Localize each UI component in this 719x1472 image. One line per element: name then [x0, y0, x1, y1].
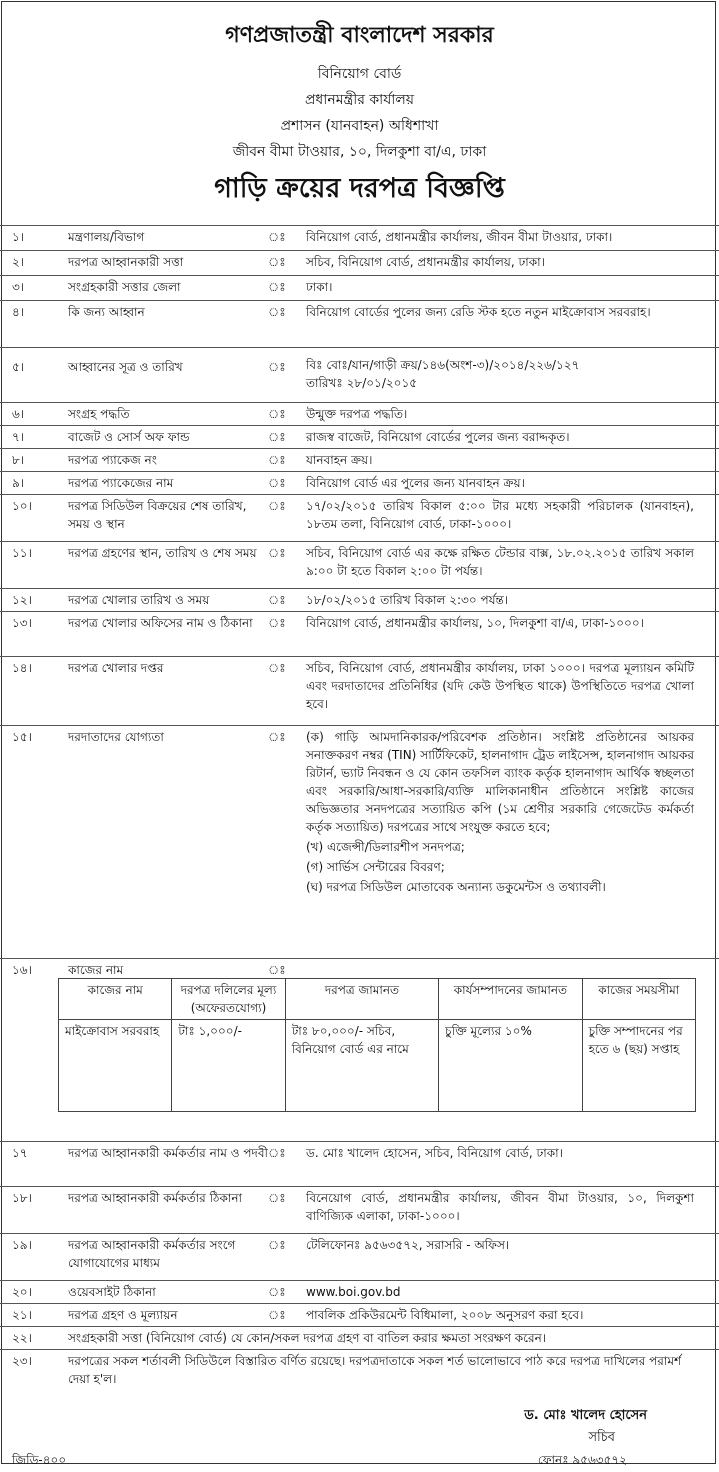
- row-label: দরপত্র গ্রহণ ও মূল্যায়ন: [68, 1308, 178, 1322]
- row-value: পাবলিক প্রকিউরমেন্ট বিধিমালা, ২০০৮ অনুসরণ করা হবে।: [306, 1308, 584, 1322]
- note-row: [0, 1327, 719, 1350]
- detail-row: [0, 276, 719, 301]
- row-label: দরপত্র প্যাকেজ নং: [68, 453, 157, 467]
- row-label: দরপত্র খোলার দপ্তর: [68, 661, 164, 675]
- table-header: দরপত্র জামানত: [285, 979, 438, 1020]
- detail-row: [0, 449, 719, 472]
- row-label: দরপত্র আহ্বানকারী কর্মকর্তার ঠিকানা: [68, 1191, 242, 1205]
- row-number: ৩।: [12, 280, 25, 294]
- row-number: ১৫।: [12, 730, 32, 744]
- row-colon: ঃ: [268, 546, 286, 560]
- row-label: দরপত্র আহ্বানকারী কর্মকর্তার সংগে যোগাযোগের মাধ্যম: [68, 1238, 236, 1270]
- notice-title: গাড়ি ক্রয়ের দরপত্র বিজ্ঞপ্তি: [214, 173, 505, 204]
- row-colon: ঃ: [268, 305, 286, 319]
- row-number: ১২।: [12, 593, 32, 607]
- qualification-item: (ঘ) দরপত্র সিডিউল মোতাবেক অন্যান্য ডকুমেন্টস ও তথ্যাবলী।: [306, 880, 606, 894]
- detail-row: [0, 1281, 719, 1304]
- row-value: ড. মোঃ খালেদ হোসেন, সচিব, বিনিয়োগ বোর্ড, ঢাকা।: [306, 1146, 563, 1160]
- row-number: ২।: [12, 255, 25, 269]
- row-number: ১৮।: [12, 1191, 32, 1205]
- reference-number: বিঃ বোঃ/যান/গাড়ী ক্রয়/১৪৬(অংশ-৩)/২০১৪/২২৬/১২৭: [306, 358, 580, 372]
- row-colon: ঃ: [268, 360, 286, 374]
- row-colon: ঃ: [268, 593, 286, 607]
- note-text: দরপত্রের সকল শর্তাবলী সিডিউলে বিস্তারিত বর্ণিত রয়েছে। দরপত্রদাতাকে সকল শর্ত ভালোভাবে পাঠ করে দরপত্র দাখিলের পরামর্শ দেয়া হ'ল।: [68, 1354, 682, 1386]
- row-value: [306, 728, 694, 896]
- table-header: দরপত্র দলিলের মূল্য (অফেরতযোগ্য): [172, 979, 285, 1020]
- table-header-row: [59, 979, 696, 1020]
- row-value: রাজস্ব বাজেট, বিনিয়োগ বোর্ডের পুলের জন্য বরাদ্দকৃত।: [306, 430, 570, 444]
- detail-row: [0, 1187, 719, 1234]
- website-link: www.boi.gov.bd: [306, 1285, 401, 1299]
- row-number: ২০।: [12, 1285, 32, 1299]
- row-value: ঢাকা।: [306, 280, 333, 294]
- work-row: [0, 959, 719, 1142]
- detail-row: [0, 226, 719, 251]
- table-cell: চুক্তি সম্পাদনের পর হতে ৬ (ছয়) সপ্তাহ: [582, 1020, 695, 1112]
- detail-row: [0, 1304, 719, 1327]
- org-name: বিনিয়োগ বোর্ড: [317, 66, 402, 82]
- detail-row: [0, 542, 719, 589]
- row-colon: ঃ: [268, 255, 286, 269]
- row-label: ওয়েবসাইট ঠিকানা: [68, 1285, 156, 1299]
- row-value: সচিব, বিনিয়োগ বোর্ড এর কক্ষে রক্ষিত টেন্ডার বাক্স, ১৮.০২.২০১৫ তারিখ সকাল ৯:০০ টা হতে বিকাল ২:০০ টা পর্যন্ত।: [306, 546, 694, 578]
- detail-row: [0, 657, 719, 726]
- row-number: ১০।: [12, 499, 32, 513]
- detail-row: [0, 301, 719, 348]
- detail-row: [0, 426, 719, 449]
- reference-date: তারিখঃ ২৮/০১/২০১৫: [306, 376, 418, 390]
- row-value: উন্মুক্ত দরপত্র পদ্ধতি।: [306, 407, 408, 421]
- qualification-item: (খ) এজেন্সী/ডিলারশীপ সনদপত্র;: [306, 840, 465, 854]
- row-colon: ঃ: [268, 230, 286, 244]
- detail-row: [0, 251, 719, 276]
- row-label: কি জন্য আহ্বান: [68, 305, 145, 319]
- row-colon: ঃ: [268, 730, 286, 744]
- row-number: ৮।: [12, 453, 25, 467]
- table-header: কার্যসম্পাদনের জামানত: [439, 979, 582, 1020]
- detail-row: [0, 589, 719, 612]
- gd-reference: জিডি-৪০০: [12, 1453, 67, 1467]
- row-label: আহ্বানের সূত্র ও তারিখ: [68, 360, 183, 374]
- row-number: ১৯।: [12, 1238, 32, 1252]
- row-colon: ঃ: [268, 1191, 286, 1205]
- row-label: বাজেট ও সোর্স অফ ফান্ড: [68, 430, 190, 444]
- tender-details: [0, 225, 719, 1394]
- signatory-designation: সচিব: [588, 1430, 615, 1445]
- detail-row: [0, 1142, 719, 1187]
- row-label: দরপত্র খোলার তারিখ ও সময়: [68, 593, 210, 607]
- branch-name: প্রশাসন (যানবাহন) অধিশাখা: [280, 118, 439, 134]
- row-number: ১।: [12, 230, 25, 244]
- row-value: সচিব, বিনিয়োগ বোর্ড, প্রধানমন্ত্রীর কার্যালয়, ঢাকা।: [306, 255, 545, 269]
- detail-row: [0, 1234, 719, 1281]
- row-value: বিনেয়োগ বোর্ড, প্রধানমন্ত্রীর কার্যালয়, জীবন বীমা টাওয়ার, ১০, দিলকুশা বাণিজ্যিক এলাকা, ঢাকা-১০০০।: [306, 1191, 694, 1223]
- row-colon: ঃ: [268, 453, 286, 467]
- row-label: দরপত্র খোলার অফিসের নাম ও ঠিকানা: [68, 616, 253, 630]
- detail-row: [0, 495, 719, 542]
- row-colon: ঃ: [268, 430, 286, 444]
- detail-row: [0, 348, 719, 403]
- row-value: ১৮/০২/২০১৫ তারিখ বিকাল ২:৩০ পর্যন্ত।: [306, 593, 509, 607]
- qualification-main: (ক) গাড়ি আমদানিকারক/পরিবেশক প্রতিষ্ঠান। সংশ্লিষ্ট প্রতিষ্ঠানের আয়কর সনাক্তকরণ নম্বর (TIN) সার্টিফিকেট, হালনাগাদ ট্রেড লাইসেন্স, হালনাগাদ আয়কর রিটার্ন, ভ্যাট নিবন্ধন ও যে কোন তফসিল ব্যাংক কর্তৃক হালনাগাদ আর্থিক স্বচ্ছলতা এবং সরকারি/আধা-সরকারি/ব্যক্তি মালিকানাধীন প্রতিষ্ঠানে সংশ্লিষ্ট কাজের অভিজ্ঞতার সনদপত্রের সত্যায়িত কপি (১ম শ্রেণীর সরকারি গেজেটেড কর্মকর্তা কর্তৃক সত্যায়িত) দরপত্রের সাথে সংযুক্ত করতে হবে;: [306, 730, 694, 834]
- row-value: সচিব, বিনিয়োগ বোর্ড, প্রধানমন্ত্রীর কার্যালয়, ঢাকা ১০০০। দরপত্র মূল্যায়ন কমিটি এবং দরদাতাদের প্রতিনিধির (যদি কেউ উপস্থিত থাকে) উপস্থিতিতে দরপত্র খোলা হবে।: [306, 661, 694, 711]
- table-header: কাজের সময়সীমা: [582, 979, 695, 1020]
- office-address: জীবন বীমা টাওয়ার, ১০, দিলকুশা বা/এ, ঢাকা: [232, 144, 487, 160]
- row-colon: ঃ: [268, 280, 286, 294]
- detail-row: [0, 472, 719, 495]
- row-number: ১৪।: [12, 661, 32, 675]
- signatory-name: ড. মোঃ খালেদ হোসেন: [524, 1408, 647, 1423]
- row-label: দরদাতাদের যোগ্যতা: [68, 730, 164, 744]
- row-label: সংগ্রহকারী সত্তার জেলা: [68, 280, 181, 294]
- row-value: টেলিফোনঃ ৯৫৬৩৫৭২, সরাসরি - অফিস।: [306, 1238, 510, 1252]
- row-value: বিনিয়োগ বোর্ডের পুলের জন্য রেডি স্টক হতে নতুন মাইক্রোবাস সরবরাহ।: [306, 305, 651, 319]
- note-text: সংগ্রহকারী সত্তা (বিনিয়োগ বোর্ড) যে কোন/সকল দরপত্র গ্রহণ বা বাতিল করার ক্ষমতা সংরক্ষণ করেন।: [68, 1331, 547, 1345]
- qualification-item: (গ) সার্ভিস সেন্টারের বিবরণ;: [306, 860, 445, 874]
- row-value: বিনিয়োগ বোর্ড এর পুলের জন্য যানবাহন ক্রয়।: [306, 476, 525, 490]
- row-number: ১৩।: [12, 616, 32, 630]
- signatory-phone: ফোনঃ ৯৫৬৩৫৭২: [537, 1453, 627, 1467]
- row-number: ৭।: [12, 430, 25, 444]
- row-number: ১১।: [12, 546, 32, 560]
- table-cell: টাঃ ৮০,০০০/- সচিব, বিনিয়োগ বোর্ড এর নামে: [285, 1020, 438, 1112]
- detail-row: [0, 612, 719, 657]
- row-label: দরপত্র আহ্বানকারী কর্মকর্তার নাম ও পদবী: [68, 1146, 268, 1160]
- row-colon: ঃ: [268, 616, 286, 630]
- row-label: দরপত্র গ্রহণের স্থান, তারিখ ও শেষ সময়: [68, 546, 257, 560]
- row-number: ১৬।: [12, 963, 32, 977]
- table-row: [59, 1020, 696, 1112]
- row-colon: ঃ: [268, 1238, 286, 1252]
- row-number: ২১।: [12, 1308, 32, 1322]
- row-label: দরপত্র প্যাকেজের নাম: [68, 476, 174, 490]
- gov-heading: গণপ্রজাতন্ত্রী বাংলাদেশ সরকার: [225, 23, 494, 48]
- row-number: ৫।: [12, 360, 25, 374]
- table-cell: মাইক্রোবাস সরবরাহ: [59, 1020, 172, 1112]
- row-number: ২২।: [12, 1331, 32, 1345]
- table-cell: টাঃ ১,০০০/-: [172, 1020, 285, 1112]
- row-colon: ঃ: [268, 499, 286, 513]
- office-name: প্রধানমন্ত্রীর কার্যালয়: [304, 92, 415, 108]
- row-label: কাজের নাম: [68, 963, 124, 977]
- row-number: ৬।: [12, 407, 25, 421]
- row-number: ৯।: [12, 476, 25, 490]
- row-value: ১৭/০২/২০১৫ তারিখ বিকাল ৫:০০ টার মধ্যে সহকারী পরিচালক (যানবাহন), ১৮তম তলা, বিনিয়োগ বোর্ড, ঢাকা-১০০০।: [306, 499, 694, 531]
- work-schedule-table: [58, 978, 696, 1112]
- row-colon: ঃ: [268, 661, 286, 675]
- row-colon: ঃ: [268, 407, 286, 421]
- detail-row: [0, 403, 719, 426]
- row-colon: ঃ: [268, 1285, 286, 1299]
- row-number: ১৭: [12, 1146, 28, 1160]
- row-label: দরপত্র সিডিউল বিক্রয়ের শেষ তারিখ, সময় ও স্থান: [68, 499, 247, 531]
- detail-row: [0, 726, 719, 959]
- row-colon: ঃ: [268, 1146, 286, 1160]
- row-colon: ঃ: [268, 476, 286, 490]
- row-value: যানবাহন ক্রয়।: [306, 453, 373, 467]
- row-number: ৪।: [12, 305, 25, 319]
- table-cell: চুক্তি মূল্যের ১০%: [439, 1020, 582, 1112]
- row-colon: ঃ: [268, 963, 286, 977]
- row-label: মন্ত্রণালয়/বিভাগ: [68, 230, 145, 244]
- row-value: বিনিয়োগ বোর্ড, প্রধানমন্ত্রীর কার্যালয়, ১০, দিলকুশা বা/এ, ঢাকা-১০০০।: [306, 616, 644, 630]
- table-header: কাজের নাম: [59, 979, 172, 1020]
- row-number: ২৩।: [12, 1354, 32, 1368]
- note-row: [0, 1350, 719, 1394]
- row-label: সংগ্রহ পদ্ধতি: [68, 407, 130, 421]
- row-value: [306, 356, 694, 392]
- row-value: বিনিয়োগ বোর্ড, প্রধানমন্ত্রীর কার্যালয়, জীবন বীমা টাওয়ার, ঢাকা।: [306, 230, 613, 244]
- row-colon: ঃ: [268, 1308, 286, 1322]
- row-label: দরপত্র আহ্বানকারী সত্তা: [68, 255, 184, 269]
